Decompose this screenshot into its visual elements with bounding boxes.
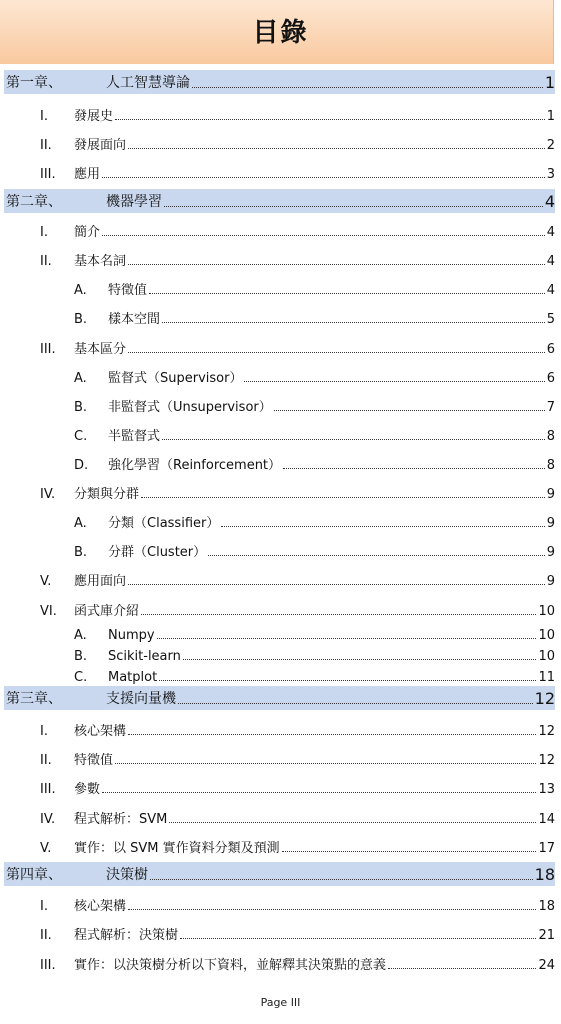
dot-leader xyxy=(150,878,533,880)
dot-leader xyxy=(283,467,545,469)
toc-entry-sec[interactable] xyxy=(40,777,555,797)
toc-entry-sec[interactable] xyxy=(40,953,555,973)
toc-entry-number: II. xyxy=(40,254,52,269)
toc-entry-label: 支援向量機 xyxy=(106,691,176,707)
toc-entry-number: III. xyxy=(40,342,56,357)
toc-entry-page-number: 1 xyxy=(544,72,555,92)
toc-entry-page-number: 8 xyxy=(546,429,555,444)
toc-entry-number: II. xyxy=(40,753,52,768)
toc-entry-label: 程式解析：決策樹 xyxy=(74,928,179,943)
toc-entry-page-number: 9 xyxy=(546,487,555,502)
toc-entry-label: 核心架構 xyxy=(74,724,127,739)
toc-entry-number: III. xyxy=(40,782,56,797)
toc-entry-number: A. xyxy=(74,283,87,298)
dot-leader xyxy=(128,263,545,265)
toc-entry-page-number: 11 xyxy=(538,670,555,685)
toc-entry-label: Matplot xyxy=(108,670,158,685)
toc-entry-chapter[interactable] xyxy=(4,70,555,94)
toc-entry-number: VI. xyxy=(40,604,57,619)
toc-entry-label: 函式庫介紹 xyxy=(74,604,140,619)
dot-leader xyxy=(274,409,545,411)
toc-entry-sec[interactable] xyxy=(40,249,555,269)
dot-leader xyxy=(157,637,537,639)
dot-leader xyxy=(141,496,545,498)
toc-entry-number: V. xyxy=(40,574,52,589)
dot-leader xyxy=(128,147,545,149)
toc-entry-label: 分類與分群 xyxy=(74,487,140,502)
dot-leader xyxy=(180,937,536,939)
dot-leader xyxy=(178,702,533,704)
toc-entry-chapter[interactable] xyxy=(4,686,555,710)
toc-entry-page-number: 1 xyxy=(546,109,555,124)
toc-entry-number: B. xyxy=(74,312,88,327)
toc-entry-page-number: 10 xyxy=(538,604,555,619)
toc-entry-page-number: 4 xyxy=(546,225,555,240)
toc-entry-page-number: 18 xyxy=(538,899,555,914)
toc-entry-page-number: 6 xyxy=(546,342,555,357)
toc-entry-page-number: 21 xyxy=(538,928,555,943)
toc-entry-label: 特徵值 xyxy=(108,283,148,298)
toc-entry-page-number: 9 xyxy=(546,574,555,589)
dot-leader xyxy=(192,86,543,88)
dot-leader xyxy=(115,762,536,764)
toc-entry-number: 第四章、 xyxy=(6,867,62,883)
dot-leader xyxy=(128,908,536,910)
toc-entry-number: 第二章、 xyxy=(6,194,62,210)
dot-leader xyxy=(282,850,537,852)
toc-entry-number: A. xyxy=(74,371,87,386)
toc-entry-sec[interactable] xyxy=(40,104,555,124)
toc-entry-number: I. xyxy=(40,225,48,240)
toc-entry-page-number: 4 xyxy=(546,283,555,298)
toc-entry-page-number: 5 xyxy=(546,312,555,327)
toc-entry-page-number: 10 xyxy=(538,649,555,664)
toc-entry-label: 非監督式（Unsupervisor） xyxy=(108,400,272,415)
toc-entry-number: A. xyxy=(74,628,87,643)
toc-entry-sec[interactable] xyxy=(40,807,555,827)
toc-entry-sec[interactable] xyxy=(40,337,555,357)
dot-leader xyxy=(149,292,545,294)
dot-leader xyxy=(208,554,545,556)
toc-entry-sec[interactable] xyxy=(40,894,555,914)
toc-entry-page-number: 4 xyxy=(546,254,555,269)
toc-entry-number: B. xyxy=(74,400,88,415)
toc-entry-page-number: 18 xyxy=(534,864,555,884)
toc-entry-sub[interactable] xyxy=(74,307,555,327)
toc-entry-sub[interactable] xyxy=(74,366,555,386)
dot-leader xyxy=(169,821,536,823)
toc-entry-number: B. xyxy=(74,545,88,560)
toc-entry-number: IV. xyxy=(40,812,56,827)
toc-entry-page-number: 2 xyxy=(546,138,555,153)
toc-entry-page-number: 9 xyxy=(546,545,555,560)
toc-entry-sec[interactable] xyxy=(40,133,555,153)
toc-entry-number: 第一章、 xyxy=(6,75,62,91)
page-title: 目錄 xyxy=(252,18,309,48)
toc-entry-sub[interactable] xyxy=(74,644,555,664)
toc-entry-label: Numpy xyxy=(108,628,155,643)
toc-entry-page-number: 9 xyxy=(546,516,555,531)
toc-entry-label: 簡介 xyxy=(74,225,101,240)
toc-entry-number: I. xyxy=(40,899,48,914)
toc-entry-page-number: 12 xyxy=(538,753,555,768)
toc-entry-sec[interactable] xyxy=(40,719,555,739)
toc-entry-label: 應用面向 xyxy=(74,574,127,589)
toc-entry-label: 應用 xyxy=(74,167,101,182)
toc-entry-number: D. xyxy=(74,458,89,473)
toc-entry-number: 第三章、 xyxy=(6,691,62,707)
dot-leader xyxy=(221,525,544,527)
toc-entry-sub[interactable] xyxy=(74,395,555,415)
page-footer: Page III xyxy=(260,996,301,1009)
toc-entry-number: III. xyxy=(40,167,56,182)
toc-entry-page-number: 24 xyxy=(538,958,555,973)
dot-leader xyxy=(388,967,536,969)
dot-leader xyxy=(128,351,545,353)
toc-entry-sub[interactable] xyxy=(74,424,555,444)
toc-entry-number: III. xyxy=(40,958,56,973)
toc-entry-sub[interactable] xyxy=(74,623,555,643)
dot-leader xyxy=(162,321,545,323)
toc-entry-label: 機器學習 xyxy=(106,194,162,210)
toc-entry-label: 特徵值 xyxy=(74,753,114,768)
toc-entry-sub[interactable] xyxy=(74,278,555,298)
toc-entry-label: 實作：以決策樹分析以下資料，並解釋其決策點的意義 xyxy=(74,958,387,973)
toc-entry-label: 強化學習（Reinforcement） xyxy=(108,458,282,473)
toc-entry-page-number: 8 xyxy=(546,458,555,473)
dot-leader xyxy=(183,658,537,660)
toc-entry-label: 人工智慧導論 xyxy=(106,75,190,91)
toc-entry-label: 基本名詞 xyxy=(74,254,127,269)
dot-leader xyxy=(244,380,544,382)
dot-leader xyxy=(128,583,545,585)
toc-entry-number: II. xyxy=(40,928,52,943)
dot-leader xyxy=(102,176,545,178)
toc-entry-sec[interactable] xyxy=(40,923,555,943)
toc-entry-sec[interactable] xyxy=(40,162,555,182)
dot-leader xyxy=(102,234,545,236)
toc-entry-page-number: 17 xyxy=(538,841,555,856)
toc-entry-label: 核心架構 xyxy=(74,899,127,914)
dot-leader xyxy=(128,733,536,735)
toc-entry-page-number: 3 xyxy=(546,167,555,182)
toc-entry-number: I. xyxy=(40,724,48,739)
toc-entry-label: 發展面向 xyxy=(74,138,127,153)
toc-entry-page-number: 7 xyxy=(546,400,555,415)
toc-entry-sub[interactable] xyxy=(74,453,555,473)
toc-entry-number: II. xyxy=(40,138,52,153)
toc-entry-number: IV. xyxy=(40,487,56,502)
toc-entry-label: 決策樹 xyxy=(106,867,148,883)
toc-entry-label: 參數 xyxy=(74,782,101,797)
toc-entry-sec[interactable] xyxy=(40,220,555,240)
toc-entry-sec[interactable] xyxy=(40,836,555,856)
toc-entry-sub[interactable] xyxy=(74,511,555,531)
toc-entry-chapter[interactable] xyxy=(4,862,555,886)
toc-entry-label: 樣本空間 xyxy=(108,312,161,327)
toc-entry-number: A. xyxy=(74,516,87,531)
toc-entry-page-number: 10 xyxy=(538,628,555,643)
toc-entry-sec[interactable] xyxy=(40,569,555,589)
toc-entry-label: 分群（Cluster） xyxy=(108,545,207,560)
toc-entry-label: 實作：以 SVM 實作資料分類及預測 xyxy=(74,841,280,856)
dot-leader xyxy=(162,438,545,440)
toc-entry-sec[interactable] xyxy=(40,482,555,502)
toc-entry-sub[interactable] xyxy=(74,665,555,685)
dot-leader xyxy=(159,679,536,681)
toc-entry-page-number: 4 xyxy=(544,191,555,211)
toc-entry-page-number: 12 xyxy=(534,688,555,708)
toc-entry-page-number: 14 xyxy=(538,812,555,827)
toc-entry-number: I. xyxy=(40,109,48,124)
dot-leader xyxy=(164,205,543,207)
toc-entry-page-number: 13 xyxy=(538,782,555,797)
toc-entry-page-number: 12 xyxy=(538,724,555,739)
dot-leader xyxy=(115,118,545,120)
toc-entry-label: 程式解析：SVM xyxy=(74,812,168,827)
toc-entry-label: 基本區分 xyxy=(74,342,127,357)
toc-entry-label: 發展史 xyxy=(74,109,114,124)
toc-entry-number: B. xyxy=(74,649,88,664)
toc-entry-sub[interactable] xyxy=(74,540,555,560)
toc-entry-label: Scikit-learn xyxy=(108,649,181,664)
toc-entry-chapter[interactable] xyxy=(4,189,555,213)
dot-leader xyxy=(102,791,536,793)
dot-leader xyxy=(141,613,536,615)
toc-entry-number: C. xyxy=(74,429,88,444)
toc-entry-sec[interactable] xyxy=(40,599,555,619)
toc-entry-label: 半監督式 xyxy=(108,429,161,444)
toc-entry-label: 監督式（Supervisor） xyxy=(108,371,243,386)
toc-entry-label: 分類（Classifier） xyxy=(108,516,220,531)
toc-entry-sec[interactable] xyxy=(40,748,555,768)
toc-entry-number: C. xyxy=(74,670,88,685)
toc-entry-page-number: 6 xyxy=(546,371,555,386)
toc-entry-number: V. xyxy=(40,841,52,856)
